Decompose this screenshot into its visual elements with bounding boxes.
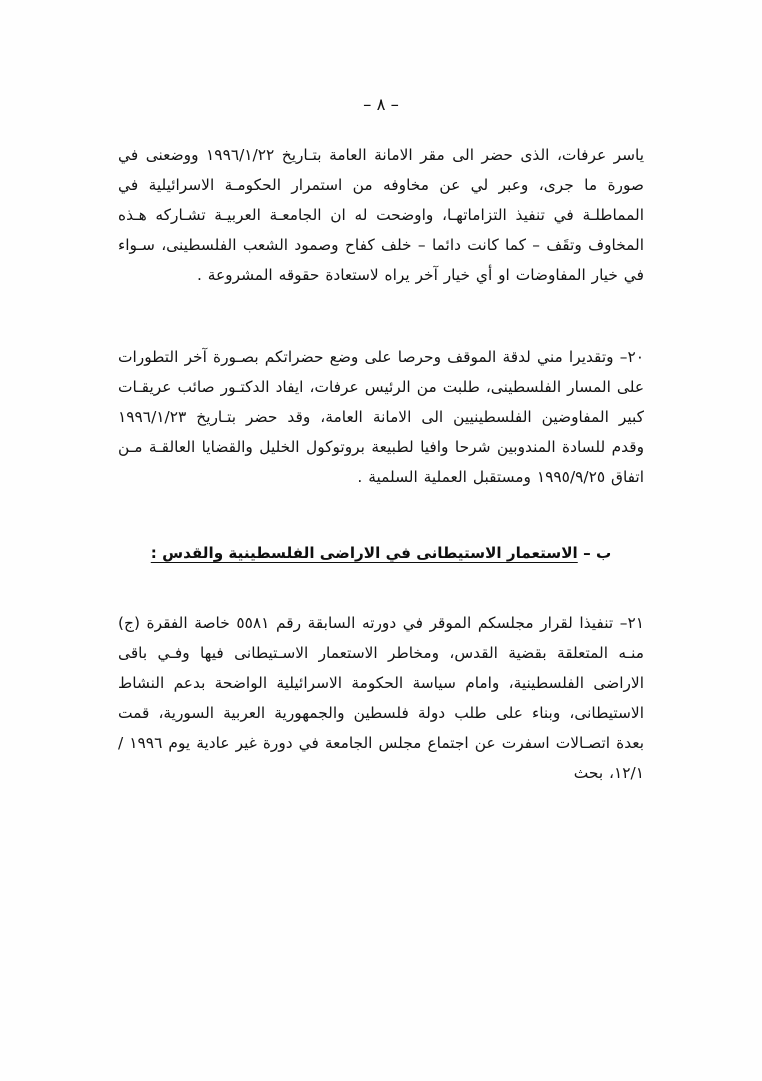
page-number: – ٨ –: [363, 95, 399, 114]
paragraph-arafat-meeting: ياسر عرفات، الذى حضر الى مقر الامانة العامة بتـاريخ ١٩٩٦/١/٢٢ ووضعنى في صورة ما جرى، وعبر لي عن مخاوفه من استمرار الحكومـة الاسرائيلية في المماطلـة في تنفيذ التزاماتهـا، واوضحت له ان الجامعـة العربيـة تشـاركه هـذه المخاوف وتقَف – كما كانت دائما – خلف كفاح وصمود الشعب الفلسطينى، سـواء في خيار المفاوضات او أي خيار آخر يراه لاستعادة حقوقه المشروعة .: [118, 146, 644, 285]
section-heading-prefix: ب –: [583, 544, 612, 563]
paragraph-20: ٢٠– وتقديرا مني لدقة الموقف وحرصا على وضع حضراتكم بصـورة آخر التطورات على المسار الفلسطينى، طلبت من الرئيس عرفات، ايفاد الدكتـور صائب عريقـات كبير المفاوضين الفلسطينيين الى الامانة العامة، وقد حضر بتـاريخ ١٩٩٦/١/٢٣ وقدم للسادة المندوبين شرحا وافيا لطبيعة بروتوكول الخليل والقضايا العالقـة مـن اتفاق ١٩٩٥/٩/٢٥ ومستقبل العملية السلمية .: [118, 348, 644, 487]
paragraph-spacer: [118, 312, 644, 342]
paragraph-21: ٢١– تنفيذا لقرار مجلسكم الموقر في دورته السابقة رقم ٥٥٨١ خاصة الفقرة (ج) منـه المتعلقة بقضية القدس، ومخاطر الاستعمار الاسـتيطانى فيها وفـي باقى الاراضى الفلسطينية، وامام سياسة الحكومة الاسرائيلية الواضحة بدعم النشاط الاستيطانى، وبناء على طلب دولة فلسطين والجمهورية العربية السورية، قمت بعدة اتصـالات اسفرت عن اجتماع مجلس الجامعة في دورة غير عادية يوم ١٩٩٦ /١٢/١، بحث: [118, 614, 645, 783]
section-heading-title: الاستعمار الاستيطانى في الاراضى الفلسطينية والقدس :: [150, 544, 578, 563]
section-heading: [118, 544, 644, 562]
